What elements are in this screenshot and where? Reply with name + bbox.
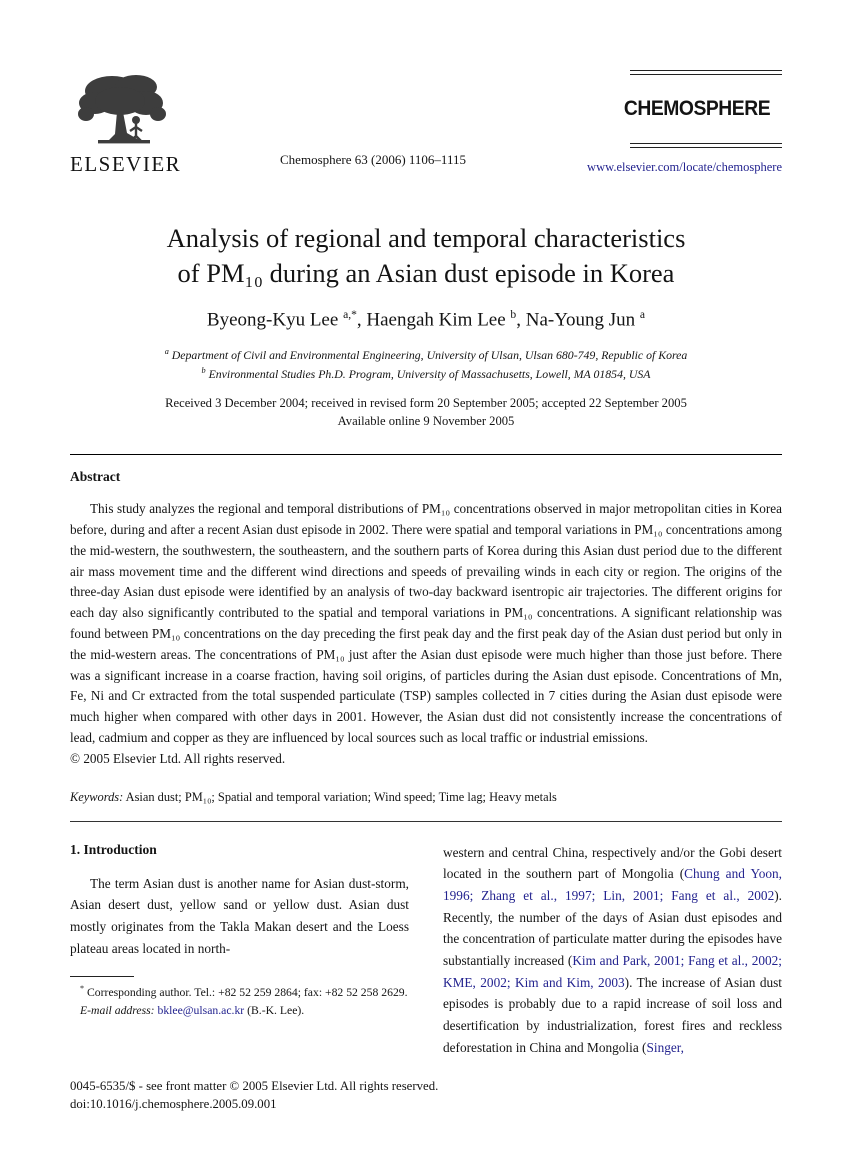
- issn-copyright-line: 0045-6535/$ - see front matter © 2005 Elsevier Ltd. All rights reserved.: [70, 1078, 439, 1093]
- masthead-top-rule: [630, 70, 782, 75]
- text-segment: western and central China, respectively and/or the Gobi desert located in the southern part of Mongolia (: [443, 844, 782, 882]
- elsevier-tree-logo-icon: [70, 70, 200, 150]
- affiliation-marker: a: [164, 347, 169, 357]
- abstract-heading: Abstract: [70, 469, 121, 485]
- left-column: [70, 842, 409, 1059]
- article-title-line1: Analysis of regional and temporal characteristics: [166, 223, 686, 253]
- text-segment: (B.-K. Lee).: [244, 1004, 305, 1018]
- body-columns: [70, 842, 782, 1059]
- elsevier-logo-block: [70, 70, 200, 177]
- section-heading-introduction: 1. Introduction: [70, 841, 157, 857]
- keywords-bottom-rule: [70, 821, 782, 822]
- corresponding-author-footnote: [70, 976, 409, 1019]
- author-marker: a,*: [343, 308, 357, 321]
- abstract-copyright: © 2005 Elsevier Ltd. All rights reserved.: [70, 750, 286, 766]
- received-line: Received 3 December 2004; received in revised form 20 September 2005; accepted 22 September 2005: [165, 396, 687, 411]
- keywords-label: Keywords:: [70, 789, 124, 804]
- citation-link[interactable]: Singer,: [646, 1039, 684, 1055]
- journal-name: CHEMOSPHERE: [623, 97, 771, 120]
- introduction-right-paragraph: [443, 842, 782, 1059]
- keywords-text: Asian dust; PM₁₀; Spatial and temporal variation; Wind speed; Time lag; Heavy metals: [123, 789, 557, 804]
- footnote-text: Corresponding author. Tel.: +82 52 259 2864; fax: +82 52 258 2629.: [84, 986, 408, 1000]
- journal-masthead: [546, 70, 782, 175]
- right-column: [443, 842, 782, 1059]
- introduction-left-paragraph: The term Asian dust is another name for Asian dust-storm, Asian desert dust, yellow sand or yellow dust. Asian dust mostly originates from the Takla Makan desert and the Loess plateau areas located in north-: [70, 875, 409, 956]
- affiliation-marker: b: [201, 366, 206, 376]
- masthead-bottom-rule: [630, 143, 782, 148]
- author-line: [70, 308, 782, 331]
- article-history: [70, 394, 782, 430]
- imprint-footer: [70, 1077, 782, 1114]
- affiliation-line: [70, 363, 782, 382]
- author-marker: b: [510, 308, 517, 321]
- journal-website-link[interactable]: www.elsevier.com/locate/chemosphere: [587, 160, 782, 174]
- author-separator: ,: [356, 309, 367, 331]
- abstract-top-rule: [70, 454, 782, 455]
- available-online-line: Available online 9 November 2005: [337, 414, 515, 429]
- citation-link[interactable]: Kim and Park, 2001; Fang et al., 2002; KME, 2002; Kim and Kim, 2003: [443, 953, 782, 990]
- text-segment: ). Recently, the number of the days of Asian dust episodes and the concentration of particulate matter during the episodes have substantially increased (: [443, 887, 782, 969]
- author-name: Byeong-Kyu Lee: [206, 309, 344, 331]
- text-segment: ). The increase of Asian dust episodes is probably due to a rapid increase of soil loss and desertification by industrialization, forest fires and reckless deforestation in China and Mongolia (: [443, 974, 782, 1055]
- author-name: Haengah Kim Lee: [366, 309, 511, 331]
- citation-link[interactable]: bklee@ulsan.ac.kr: [157, 1004, 245, 1018]
- footnote-tel-fax: [70, 981, 409, 1002]
- journal-citation-line: Chemosphere 63 (2006) 1106–1115: [280, 152, 466, 167]
- keywords-line: [70, 790, 782, 805]
- text-segment: E-mail address:: [80, 1004, 155, 1018]
- abstract-body: This study analyzes the regional and temporal distributions of PM₁₀ concentrations observed in major metropolitan cities in Korea before, during and after a recent Asian dust episode in 2002. There were spatial and temporal variations in PM₁₀ concentrations among the mid-western, the southwestern, the southeastern, and the southern parts of Korea during this Asian dust period due to the different air mass movement time and the different wind directions and speeds of prevailing winds in each city or region. The origins of the three-day Asian dust episode were identified by an analysis of two-day backward isentropic air trajectories. The different origins for each day also significantly contributed to the spatial and temporal variations in PM₁₀ concentrations. A significant relationship was found between PM₁₀ concentrations on the day preceding the first peak day and the first peak day of the Asian dust period but only in the mid-western areas. The concentrations of PM₁₀ just after the Asian dust episode were much higher than those just before. There was a significant increase in a coarse fraction, having soil origins, of particles during the Asian dust episode. Concentrations of Mn, Fe, Ni and Cr extracted from the total suspended particulate (TSP) samples collected in 7 cities during the Asian dust episode were much higher when compared with other days in 2001. However, the Asian dust did not consistently increase the concentrations of lead, cadmium and copper as they are influenced by local sources such as local traffic or industrial emissions.: [70, 501, 782, 745]
- citation-link[interactable]: Chung and Yoon, 1996; Zhang et al., 1997; Lin, 2001; Fang et al., 2002: [443, 866, 782, 903]
- footnote-rule: [70, 976, 134, 977]
- affiliations: [70, 344, 782, 382]
- affiliation-line: [70, 344, 782, 363]
- doi-line: doi:10.1016/j.chemosphere.2005.09.001: [70, 1097, 277, 1112]
- affiliation-text: Environmental Studies Ph.D. Program, University of Massachusetts, Lowell, MA 01854, USA: [205, 367, 651, 382]
- publisher-name: ELSEVIER: [70, 152, 182, 176]
- author-separator: ,: [516, 309, 526, 331]
- article-title: [70, 221, 782, 291]
- affiliation-text: Department of Civil and Environmental Engineering, University of Ulsan, Ulsan 680-749, Republic of Korea: [168, 348, 688, 363]
- footnote-email-line: [70, 1003, 409, 1020]
- author-name: Na-Young Jun: [525, 309, 640, 331]
- page-header: [70, 70, 782, 177]
- article-title-line2: of PM₁₀ during an Asian dust episode in Korea: [177, 258, 675, 288]
- author-marker: a: [639, 308, 646, 321]
- footnote-marker: *: [80, 984, 85, 994]
